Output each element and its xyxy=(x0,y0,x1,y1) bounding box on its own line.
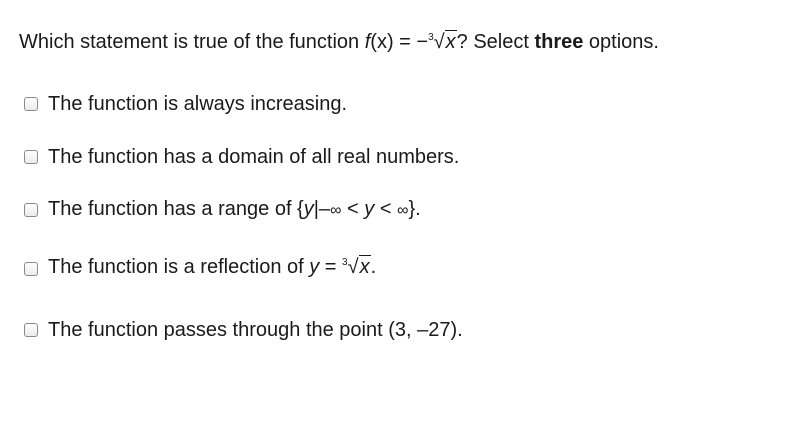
question-prompt xyxy=(19,28,659,60)
option-label: The function passes through the point (3, –27). xyxy=(48,319,463,341)
radical-index: 3 xyxy=(342,257,348,268)
range-mid-1: |– xyxy=(313,198,331,220)
option-range[interactable] xyxy=(24,196,421,224)
range-pre: The function has a range of { xyxy=(48,198,304,220)
radical-symbol: √ xyxy=(433,31,445,53)
checkbox[interactable] xyxy=(24,323,38,337)
radical-index: 3 xyxy=(428,32,434,43)
range-post: }. xyxy=(408,198,421,220)
option-label: The function is always increasing. xyxy=(48,93,348,115)
option-domain-all-reals[interactable] xyxy=(24,144,459,170)
option-passes-through-point[interactable] xyxy=(24,317,463,343)
option-label xyxy=(48,254,376,284)
checkbox[interactable] xyxy=(24,97,38,111)
question-after-radical: ? Select xyxy=(456,31,535,53)
reflection-var: y xyxy=(309,256,320,278)
option-reflection[interactable] xyxy=(24,254,376,284)
option-label: The function has a domain of all real numbers. xyxy=(48,146,460,168)
question-prefix: Which statement is true of the function xyxy=(19,31,365,53)
range-var-2: y xyxy=(364,198,375,220)
checkbox[interactable] xyxy=(24,203,38,217)
infinity-symbol: ∞ xyxy=(397,202,409,219)
option-always-increasing[interactable] xyxy=(24,91,347,117)
option-label xyxy=(48,196,421,224)
question-emphasis: three xyxy=(534,31,584,53)
radicand: x xyxy=(359,256,370,278)
function-name: f xyxy=(364,31,371,53)
cube-root-expression xyxy=(342,254,371,284)
cube-root-expression xyxy=(428,28,457,60)
range-mid-2: < xyxy=(341,198,365,220)
checkbox[interactable] xyxy=(24,262,38,276)
checkbox[interactable] xyxy=(24,150,38,164)
radical-symbol: √ xyxy=(347,256,359,278)
radicand: x xyxy=(445,31,456,53)
reflection-post: . xyxy=(370,256,377,278)
reflection-eq: = xyxy=(319,256,343,278)
reflection-pre: The function is a reflection of xyxy=(48,256,310,278)
range-var-1: y xyxy=(303,198,314,220)
range-mid-3: < xyxy=(374,198,398,220)
infinity-symbol: ∞ xyxy=(330,202,342,219)
question-suffix: options. xyxy=(583,31,659,53)
function-arg: (x) = − xyxy=(370,31,429,53)
